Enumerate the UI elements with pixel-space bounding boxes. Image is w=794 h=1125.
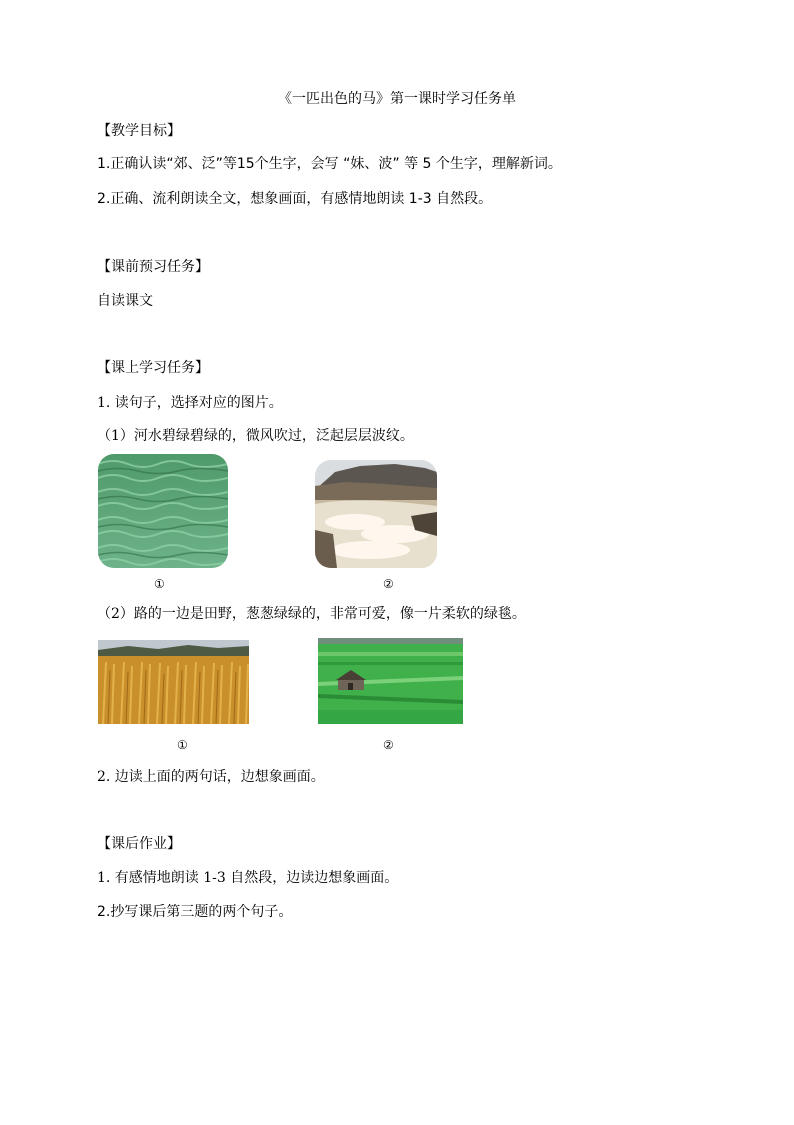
wheat-field-image (98, 640, 249, 724)
homework-item-2: 2.抄写课后第三题的两个句子。 (97, 904, 293, 920)
preview-text: 自读课文 (97, 293, 153, 309)
q2-option-1-label: ① (177, 738, 188, 752)
goal-item-1: 1.正确认读“郊、泛”等15个生字，会写 “妹、波” 等 5 个生字，理解新词。 (97, 156, 562, 172)
question-2: （2）路的一边是田野，葱葱绿绿的，非常可爱，像一片柔软的绿毯。 (97, 606, 526, 622)
question-1: （1）河水碧绿碧绿的，微风吹过，泛起层层波纹。 (97, 428, 414, 444)
preview-heading: 【课前预习任务】 (97, 259, 209, 275)
q1-option-1-label: ① (154, 577, 165, 591)
q1-option-2-label: ② (383, 577, 394, 591)
goals-heading: 【教学目标】 (97, 123, 181, 139)
inclass-heading: 【课上学习任务】 (97, 360, 209, 376)
inclass-task-2: 2. 边读上面的两句话，边想象画面。 (97, 769, 325, 785)
goal-item-2: 2.正确、流利朗读全文，想象画面，有感情地朗读 1-3 自然段。 (97, 191, 493, 207)
homework-heading: 【课后作业】 (97, 836, 181, 852)
inclass-task-1: 1. 读句子，选择对应的图片。 (97, 395, 283, 411)
page-title: 《一匹出色的马》第一课时学习任务单 (278, 91, 516, 107)
waterfall-image (315, 460, 437, 568)
green-field-image (318, 638, 463, 724)
homework-item-1: 1. 有感情地朗读 1-3 自然段，边读边想象画面。 (97, 870, 399, 886)
green-water-image (98, 454, 228, 568)
q2-option-2-label: ② (383, 738, 394, 752)
